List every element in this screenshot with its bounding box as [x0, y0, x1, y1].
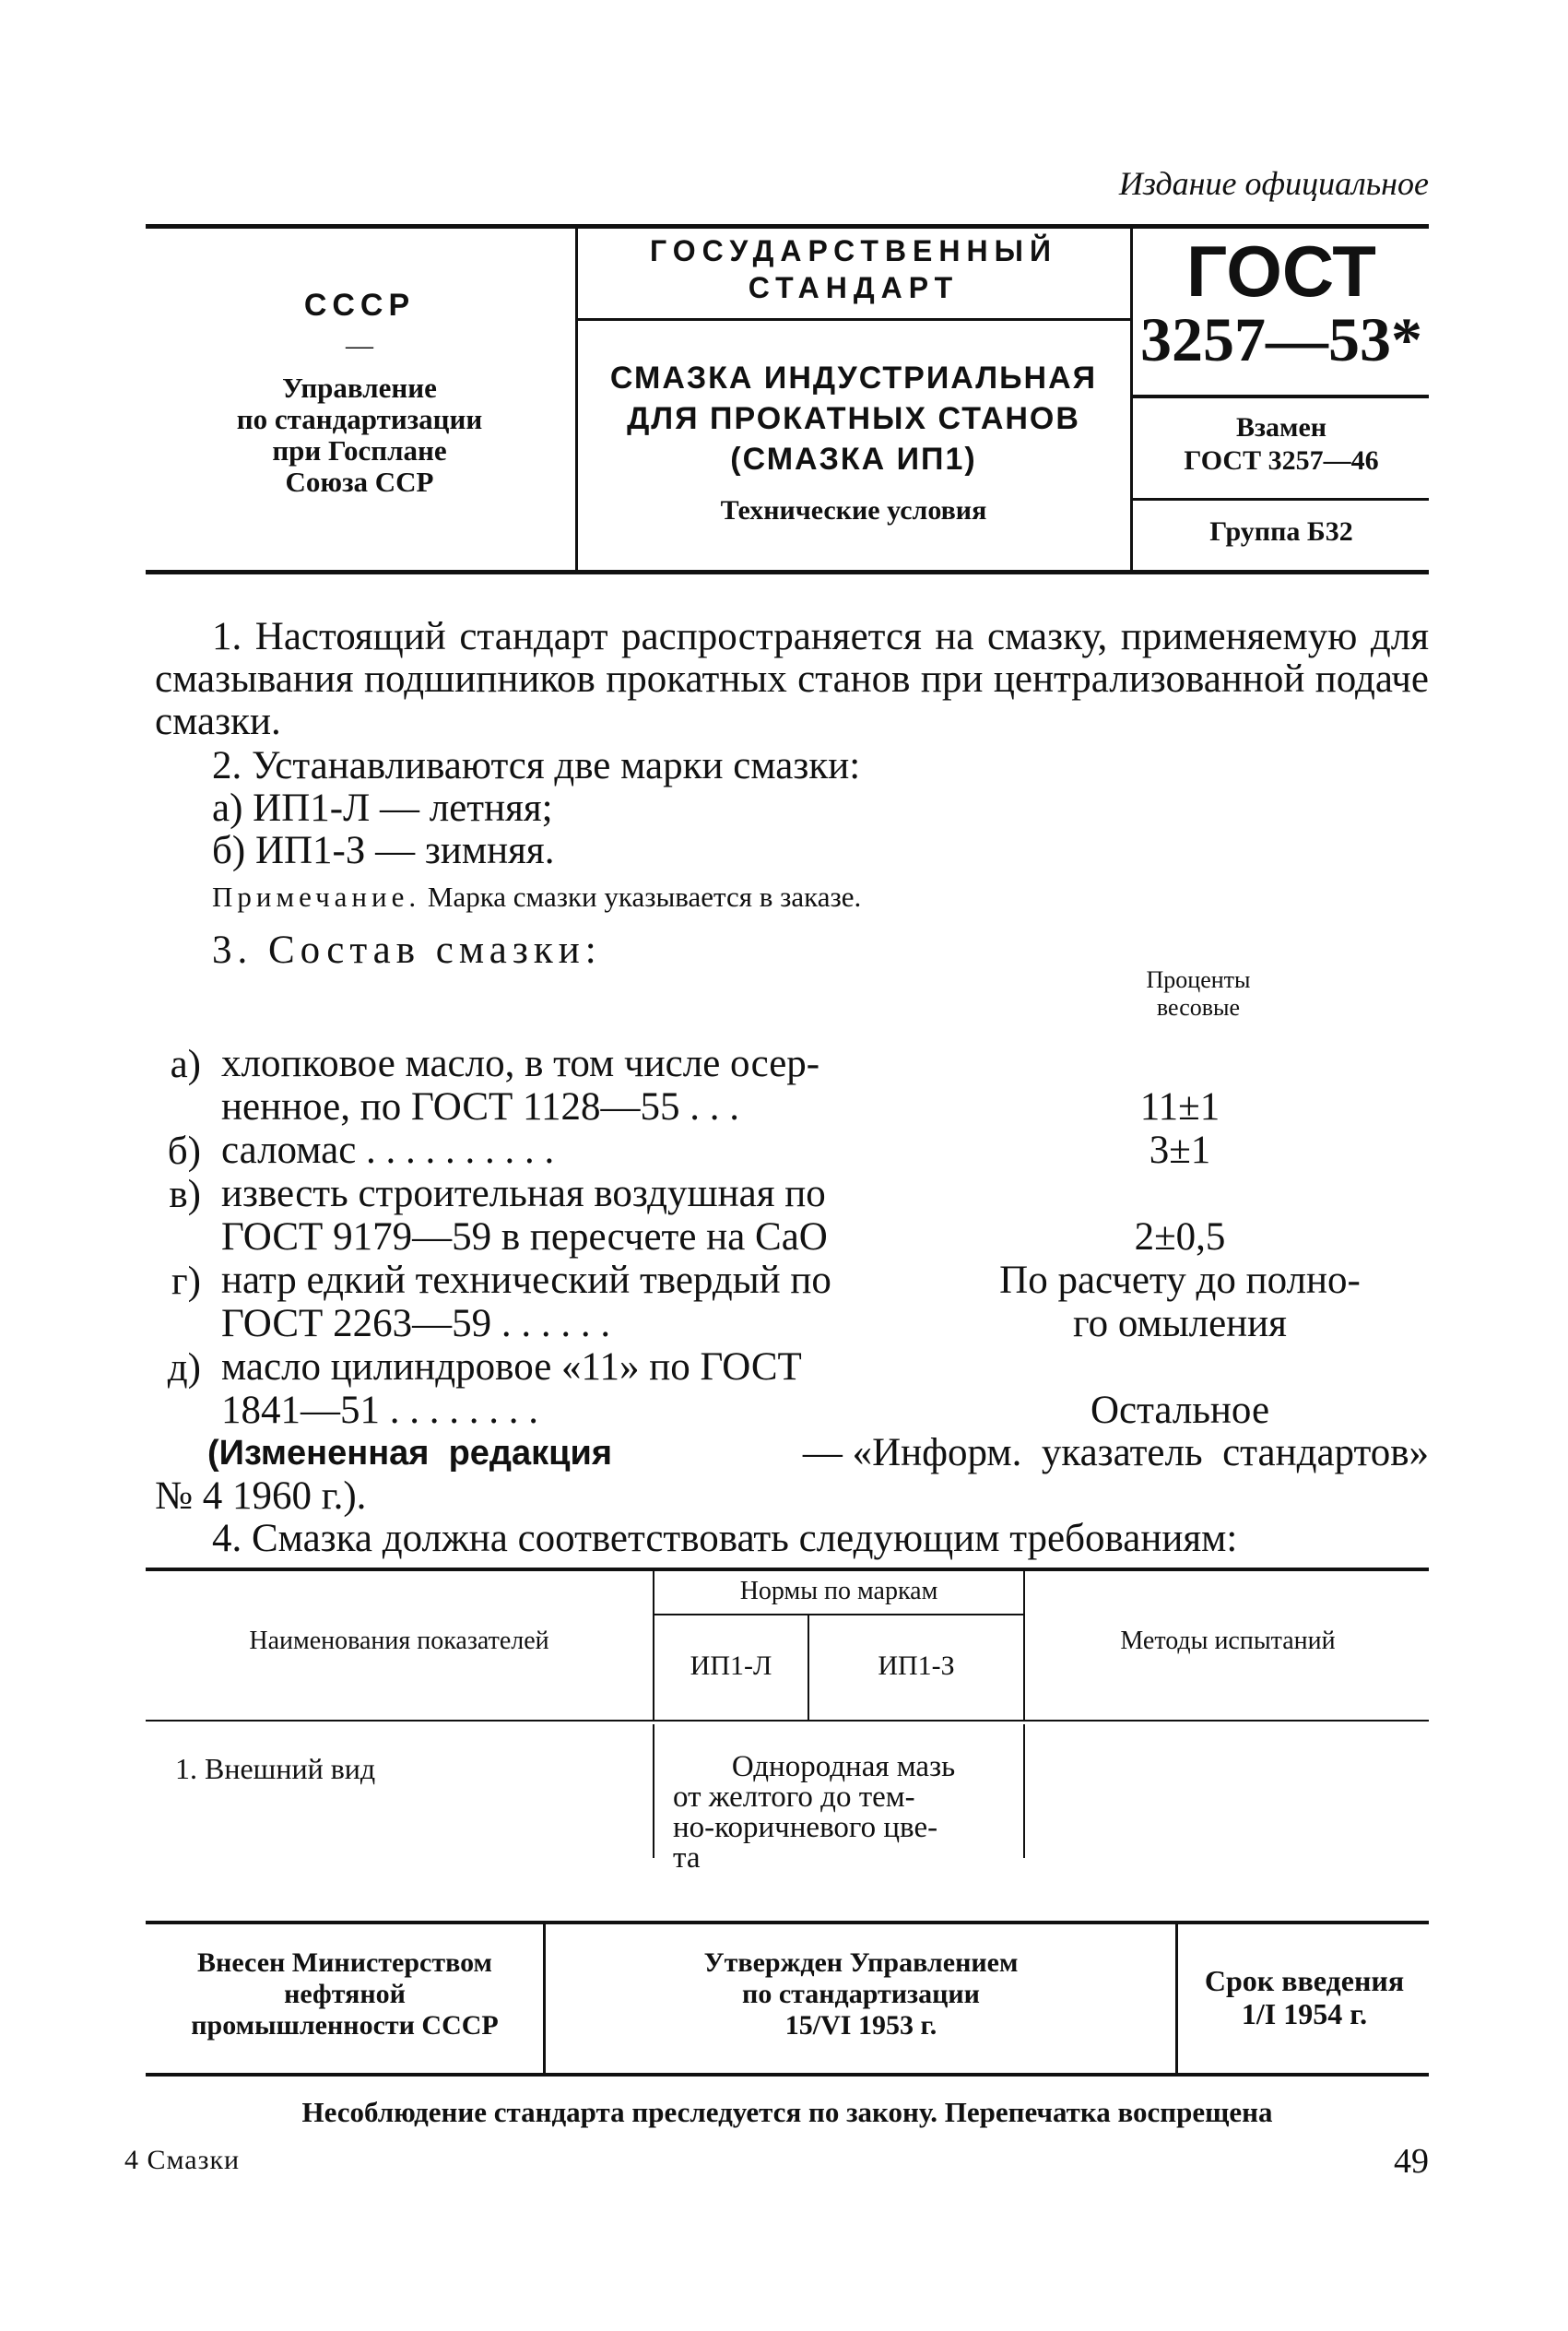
table-cell-norm-line: Однородная мазь — [731, 1750, 956, 1783]
table-col-grade-2: ИП1-З — [878, 1651, 955, 1681]
header-divider-right — [1130, 227, 1133, 572]
footer-effective-line: Срок введения — [1204, 1964, 1405, 1997]
composition-value: 3±1 — [1149, 1129, 1211, 1172]
footer-introduced-line: Внесен Министерством — [197, 1947, 492, 1978]
header-bottom-rule — [146, 570, 1429, 574]
composition-text-line: ГОСТ 9179—59 в пересчете на СаО — [221, 1215, 828, 1259]
footer-introduced-line: нефтяной — [284, 1979, 406, 2009]
footer-approved — [548, 1947, 1174, 2041]
warning: Несоблюдение стандарта преследуется по закону. Перепечатка воспрещена — [301, 2096, 1273, 2128]
section-3: 3. Состав смазки: — [212, 929, 602, 972]
composition-text-line: ненное, по ГОСТ 1128—55 . . . — [221, 1085, 739, 1129]
amendment-text: — «Информ. указатель стандартов» — [802, 1431, 1429, 1474]
header-top-rule — [146, 224, 1429, 229]
header-gost-number: 3257—53* — [1140, 304, 1422, 374]
page-number: 49 — [1394, 2142, 1429, 2181]
composition-letter: в) — [169, 1173, 201, 1216]
table-header-rule — [146, 1720, 1429, 1722]
composition-value: Остальное — [1090, 1389, 1270, 1432]
table-col-methods: Методы испытаний — [1120, 1627, 1336, 1655]
header-standard-type-line: ГОСУДАРСТВЕННЫЙ — [650, 234, 1057, 267]
footer-table-bottom-rule — [146, 2073, 1429, 2077]
table-cell-name: 1. Внешний вид — [175, 1752, 376, 1785]
footer-approved-line: 15/VI 1953 г. — [784, 2010, 937, 2041]
note-label: Примечание. — [212, 881, 421, 913]
table-col-norms: Нормы по маркам — [739, 1577, 938, 1605]
table-norms-rule — [654, 1614, 1023, 1615]
table-cell-norm-line: но-коричневого цве- — [673, 1811, 938, 1844]
note — [212, 881, 1410, 914]
header-replaces-label: Взамен — [1235, 412, 1327, 443]
header-right-rule-1 — [1132, 395, 1429, 398]
amendment-line — [207, 1432, 1429, 1474]
composition-letter: а) — [170, 1043, 201, 1086]
composition-value: 11±1 — [1139, 1085, 1220, 1129]
composition-text-line: 1841—51 . . . . . . . . — [221, 1389, 538, 1432]
composition-value: По расчету до полно- — [999, 1259, 1361, 1302]
header-right-rule-2 — [1132, 498, 1429, 501]
header-authority-line: при Госплане — [272, 434, 447, 467]
section-2-item-b: б) ИП1-З — зимняя. — [212, 829, 555, 872]
header-gost: ГОСТ — [1186, 231, 1376, 312]
header-divider-left — [575, 227, 578, 572]
table-col-divider — [653, 1571, 654, 1720]
header-center-rule — [577, 318, 1130, 321]
composition-text-line: масло цилиндровое «11» по ГОСТ — [221, 1345, 802, 1389]
header-title-line: СМАЗКА ИНДУСТРИАЛЬНАЯ — [609, 361, 1098, 396]
table-col-divider — [808, 1615, 809, 1720]
header-subtitle: Технические условия — [720, 495, 987, 526]
footer-table-divider — [1175, 1924, 1178, 2073]
footer-effective-line: 1/I 1954 г. — [1241, 1997, 1368, 2030]
table-row-divider — [653, 1724, 654, 1858]
page-footer-section: 4 Смазки — [124, 2145, 241, 2175]
footer-introduced — [147, 1947, 542, 2041]
footer-table-divider — [543, 1924, 546, 2073]
header-org: СССР — [303, 288, 416, 323]
table-cell-norm-line: от желтого до тем- — [673, 1781, 915, 1814]
composition-text-line: саломас . . . . . . . . . . — [221, 1129, 555, 1172]
header-authority-line: по стандартизации — [236, 403, 483, 435]
composition-text-line: хлопковое масло, в том числе осер- — [221, 1042, 820, 1085]
table-col-divider — [1023, 1571, 1025, 1720]
header-title-line: (СМАЗКА ИП1) — [730, 442, 977, 477]
composition-letter: г) — [171, 1260, 201, 1303]
header-title — [581, 358, 1126, 479]
header-group: Группа Б32 — [1209, 516, 1353, 547]
header-replaces — [1134, 411, 1429, 478]
amendment-bold: (Измененная редакция — [207, 1434, 613, 1473]
footer-effective — [1180, 1964, 1429, 2030]
composition-text-line: ГОСТ 2263—59 . . . . . . — [221, 1302, 611, 1345]
edition-note: Издание официальное — [1118, 165, 1429, 202]
table-cell-norm — [673, 1752, 1014, 1874]
table-col-grade-1: ИП1-Л — [690, 1651, 772, 1681]
table-col-name: Наименования показателей — [249, 1627, 549, 1655]
header-authority-line: Союза ССР — [285, 466, 434, 498]
header-authority — [166, 373, 553, 498]
section-4: 4. Смазка должна соответствовать следующим требованиям: — [212, 1517, 1238, 1560]
header-replaces-value: ГОСТ 3257—46 — [1184, 445, 1379, 476]
section-2-item-a: а) ИП1-Л — летняя; — [212, 787, 553, 830]
footer-approved-line: по стандартизации — [742, 1979, 980, 2009]
footer-table-top-rule — [146, 1921, 1429, 1924]
footer-approved-line: Утвержден Управлением — [703, 1947, 1019, 1978]
note-text: Марка смазки указывается в заказе. — [427, 881, 862, 913]
composition-letter: д) — [167, 1346, 201, 1390]
composition-text-line: известь строительная воздушная по — [221, 1172, 826, 1215]
composition-text-line: натр едкий технический твердый по — [221, 1259, 831, 1302]
section-1: 1. Настоящий стандарт распространяется на смазку, применяемую для смазывания подшипников прокатных станов при централизованной подаче смазки. — [155, 615, 1429, 743]
table-cell-norm-line: та — [673, 1841, 701, 1875]
header-standard-type-line: СТАНДАРТ — [748, 271, 960, 304]
composition-letter: б) — [167, 1130, 201, 1173]
table-row-divider — [1023, 1724, 1025, 1858]
footer-introduced-line: промышленности СССР — [191, 2010, 499, 2041]
percent-header — [1079, 966, 1318, 1022]
percent-header-line: весовые — [1156, 994, 1241, 1021]
header-title-line: ДЛЯ ПРОКАТНЫХ СТАНОВ — [627, 401, 1080, 436]
amendment-line-2: № 4 1960 г.). — [155, 1474, 367, 1518]
header-authority-line: Управление — [282, 372, 437, 404]
composition-value: го омыления — [1073, 1302, 1287, 1345]
table-top-rule — [146, 1568, 1429, 1571]
header-dash: — — [346, 330, 373, 361]
composition-value: 2±0,5 — [1134, 1215, 1226, 1259]
header-standard-type — [581, 232, 1126, 306]
section-2: 2. Устанавливаются две марки смазки: — [212, 744, 861, 787]
percent-header-line: Проценты — [1146, 966, 1251, 993]
